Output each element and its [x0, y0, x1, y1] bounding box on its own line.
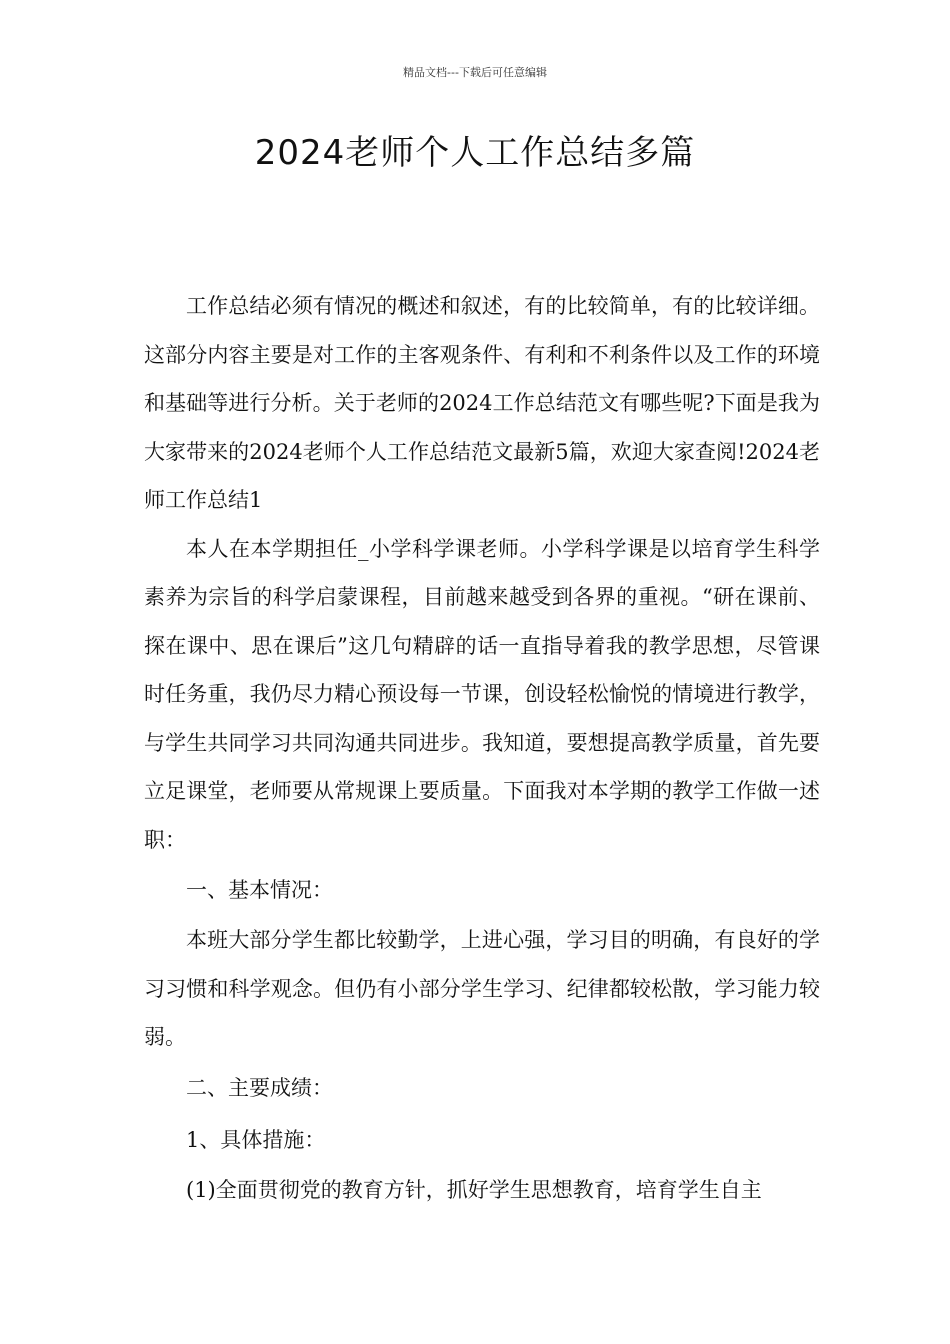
- subsection-heading-1: 1、具体措施：: [186, 1127, 326, 1152]
- document-title: 2024老师个人工作总结多篇: [254, 133, 696, 173]
- header-note: 精品文档---下载后可任意编辑: [403, 66, 547, 79]
- section-heading-1: 一、基本情况：: [186, 878, 333, 902]
- paragraph-2: 本班大部分学生都比较勤学，上进心强，学习目的明确，有良好的学习习惯和科学观念。但仍有小部分学生学习、纪律都较松散，学习能力较弱。: [144, 928, 820, 1049]
- paragraph-1: 本人在本学期担任_小学科学课老师。小学科学课是以培育学生科学素养为宗旨的科学启蒙课程，目前越来越受到各界的重视。“研在课前、探在课中、思在课后”这几句精辟的话一直指导着我的教学思想，尽管课时任务重，我仍尽力精心预设每一节课，创设轻松愉悦的情境进行教学，与学生共同学习共同沟通共同进步。我知道，要想提高教学质量，首先要立足课堂，老师要从常规课上要质量。下面我对本学期的教学工作做一述职：: [144, 536, 820, 852]
- section-heading-2: 二、主要成绩：: [186, 1075, 333, 1100]
- paragraph-3: (1)全面贯彻党的教育方针，抓好学生思想教育，培育学生自主: [186, 1177, 762, 1202]
- document-body: [144, 282, 820, 1214]
- intro-paragraph: 工作总结必须有情况的概述和叙述，有的比较简单，有的比较详细。这部分内容主要是对工作的主客观条件、有利和不利条件以及工作的环境和基础等进行分析。关于老师的2024工作总结范文有哪些呢?下面是我为大家带来的2024老师个人工作总结范文最新5篇，欢迎大家查阅!2024老师工作总结1: [144, 294, 820, 512]
